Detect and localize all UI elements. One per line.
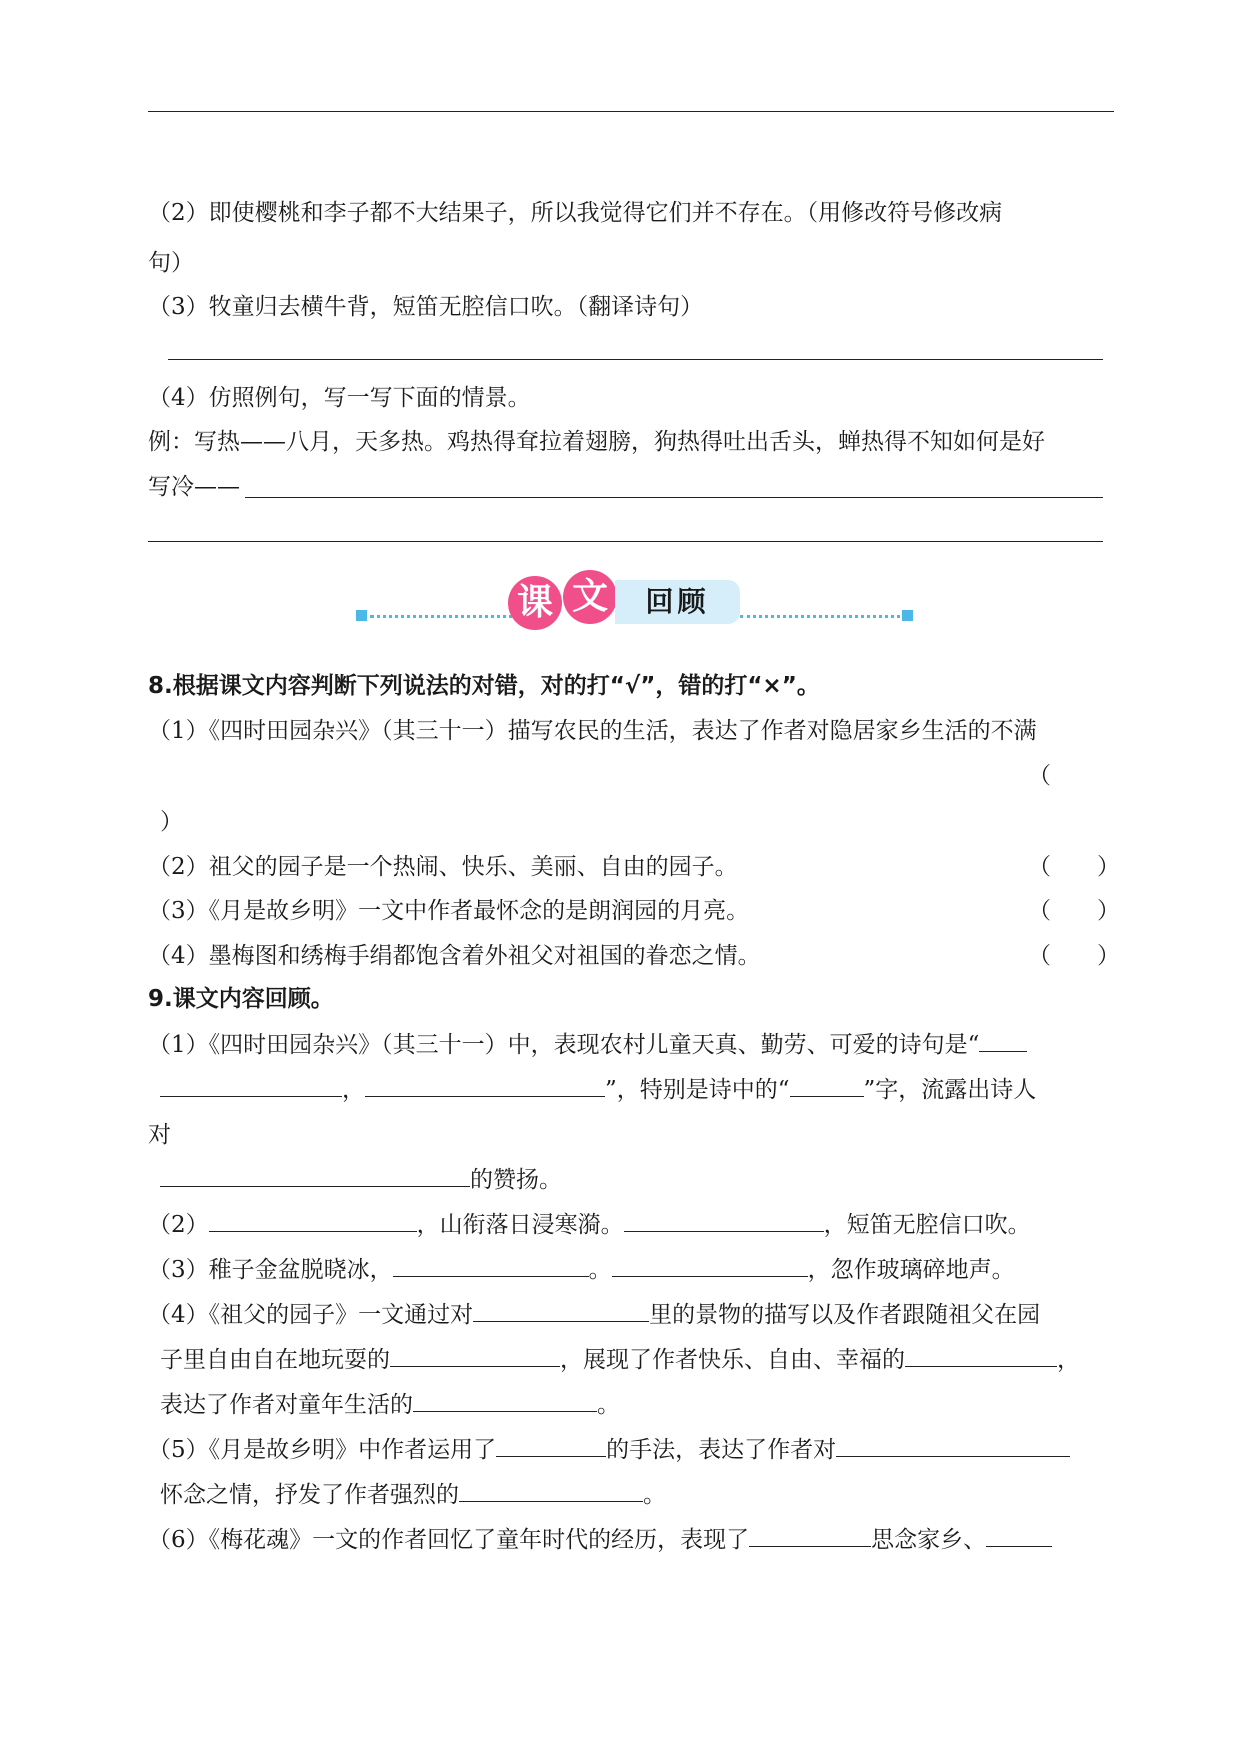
fill-blank[interactable] <box>160 1166 470 1187</box>
banner-label: 回顾 <box>615 580 740 624</box>
q4-line: （4）仿照例句，写一写下面的情景。 <box>148 385 531 411</box>
fill-blank[interactable] <box>905 1346 1057 1367</box>
q9-line-6 <box>148 1256 1015 1284</box>
fill-blank[interactable] <box>496 1436 606 1457</box>
q8-item-4: （4）墨梅图和绣梅手绢都饱含着外祖父对祖国的眷恋之情。 <box>148 943 761 969</box>
q9-l2-comma: ， <box>342 1077 365 1103</box>
fill-blank[interactable] <box>209 1211 417 1232</box>
q9-line-2 <box>160 1076 1036 1104</box>
q9-l5-a: （2） <box>148 1212 209 1238</box>
q9-l2-end: ”，特别是诗中的“ <box>605 1077 790 1103</box>
q4-example: 例：写热——八月，天多热。鸡热得耷拉着翅膀，狗热得吐出舌头，蝉热得不知如何是好 <box>148 429 1045 455</box>
banner-left-dots <box>370 615 520 618</box>
fill-blank[interactable] <box>986 1526 1052 1547</box>
q3-line: （3）牧童归去横牛背，短笛无腔信口吹。（翻译诗句） <box>148 294 704 320</box>
q9-l8-c: ， <box>1057 1347 1080 1373</box>
fill-blank[interactable] <box>390 1346 560 1367</box>
q9-l10-a: （5）《月是故乡明》中作者运用了 <box>148 1437 497 1463</box>
q8-item-3-paren[interactable]: （ ） <box>1028 898 1120 924</box>
q8-item-1: （1）《四时田园杂兴》（其三十一）描写农民的生活，表达了作者对隐居家乡生活的不满 <box>148 718 1037 744</box>
q9-l5-b: ，山衔落日浸寒漪。 <box>416 1212 624 1238</box>
q8-item-1-close[interactable]: ） <box>160 809 183 835</box>
q9-line-1 <box>148 1031 1027 1059</box>
q9-l11-b: 。 <box>643 1482 666 1508</box>
q9-l2-tail: ”字，流露出诗人 <box>863 1077 1037 1103</box>
fill-blank[interactable] <box>459 1481 643 1502</box>
banner-left-square <box>356 610 367 621</box>
q9-l8-b: ，展现了作者快乐、自由、幸福的 <box>560 1347 905 1373</box>
q9-l4-tail: 的赞扬。 <box>470 1167 562 1193</box>
fill-blank[interactable] <box>413 1391 597 1412</box>
q8-item-3: （3）《月是故乡明》一文中作者最怀念的是朗润园的月亮。 <box>148 898 750 924</box>
fill-blank[interactable] <box>365 1076 605 1097</box>
fill-blank[interactable] <box>473 1301 649 1322</box>
q9-line-5 <box>148 1211 1031 1239</box>
q9-l7-b: 里的景物的描写以及作者跟随祖父在园 <box>649 1302 1041 1328</box>
q2-line-1: （2）即使樱桃和李子都不大结果子，所以我觉得它们并不存在。（用修改符号修改病 <box>148 200 1003 226</box>
q9-title: 9.课文内容回顾。 <box>148 986 334 1012</box>
answer-line[interactable] <box>245 497 1103 498</box>
q8-item-2: （2）祖父的园子是一个热闹、快乐、美丽、自由的园子。 <box>148 854 738 880</box>
fill-blank[interactable] <box>393 1256 589 1277</box>
fill-blank[interactable] <box>836 1436 1070 1457</box>
q9-l9-a: 表达了作者对童年生活的 <box>160 1392 413 1418</box>
q8-item-1-open[interactable]: （ <box>1028 763 1051 789</box>
q9-l8-a: 子里自由自在地玩耍的 <box>160 1347 390 1373</box>
banner-right-square <box>902 610 913 621</box>
q9-l6-b: 。 <box>588 1257 612 1283</box>
q9-line-8 <box>160 1346 1080 1374</box>
banner-circle-1: 课 <box>508 576 562 630</box>
q8-item-2-paren[interactable]: （ ） <box>1028 854 1120 880</box>
q9-line-4 <box>160 1166 562 1194</box>
q9-l7-a: （4）《祖父的园子》一文通过对 <box>148 1302 474 1328</box>
banner-right-dots <box>740 615 900 618</box>
q9-l6-a: （3）稚子金盆脱晓冰， <box>148 1257 393 1283</box>
q9-l9-b: 。 <box>597 1392 620 1418</box>
fill-blank[interactable] <box>624 1211 824 1232</box>
q9-line-12 <box>148 1526 1052 1554</box>
q8-title: 8.根据课文内容判断下列说法的对错，对的打“√”，错的打“×”。 <box>148 673 820 699</box>
answer-line <box>148 111 1114 112</box>
section-banner <box>350 570 920 640</box>
q9-line-9 <box>160 1391 620 1419</box>
banner-circle-2: 文 <box>563 570 617 624</box>
q9-l6-c: ，忽作玻璃碎地声。 <box>807 1257 1015 1283</box>
q9-l1-text: （1）《四时田园杂兴》（其三十一）中，表现农村儿童天真、勤劳、可爱的诗句是“ <box>148 1032 980 1058</box>
fill-blank[interactable] <box>979 1031 1027 1052</box>
q9-line-3: 对 <box>148 1122 171 1148</box>
q4-cold-label: 写冷—— <box>148 474 240 500</box>
fill-blank[interactable] <box>749 1526 871 1547</box>
fill-blank[interactable] <box>790 1076 864 1097</box>
q9-l12-b: 思念家乡、 <box>871 1527 987 1553</box>
q8-item-4-paren[interactable]: （ ） <box>1028 943 1120 969</box>
q9-line-11 <box>160 1481 666 1509</box>
q9-line-7 <box>148 1301 1040 1329</box>
answer-line[interactable] <box>148 541 1103 542</box>
q9-l10-b: 的手法，表达了作者对 <box>606 1437 837 1463</box>
q9-line-10 <box>148 1436 1070 1464</box>
q2-line-2: 句） <box>148 250 194 276</box>
q9-l12-a: （6）《梅花魂》一文的作者回忆了童年时代的经历，表现了 <box>148 1527 750 1553</box>
q9-l5-c: ，短笛无腔信口吹。 <box>823 1212 1031 1238</box>
fill-blank[interactable] <box>160 1076 342 1097</box>
answer-line[interactable] <box>168 359 1103 360</box>
fill-blank[interactable] <box>612 1256 808 1277</box>
q9-l11-a: 怀念之情，抒发了作者强烈的 <box>160 1482 459 1508</box>
